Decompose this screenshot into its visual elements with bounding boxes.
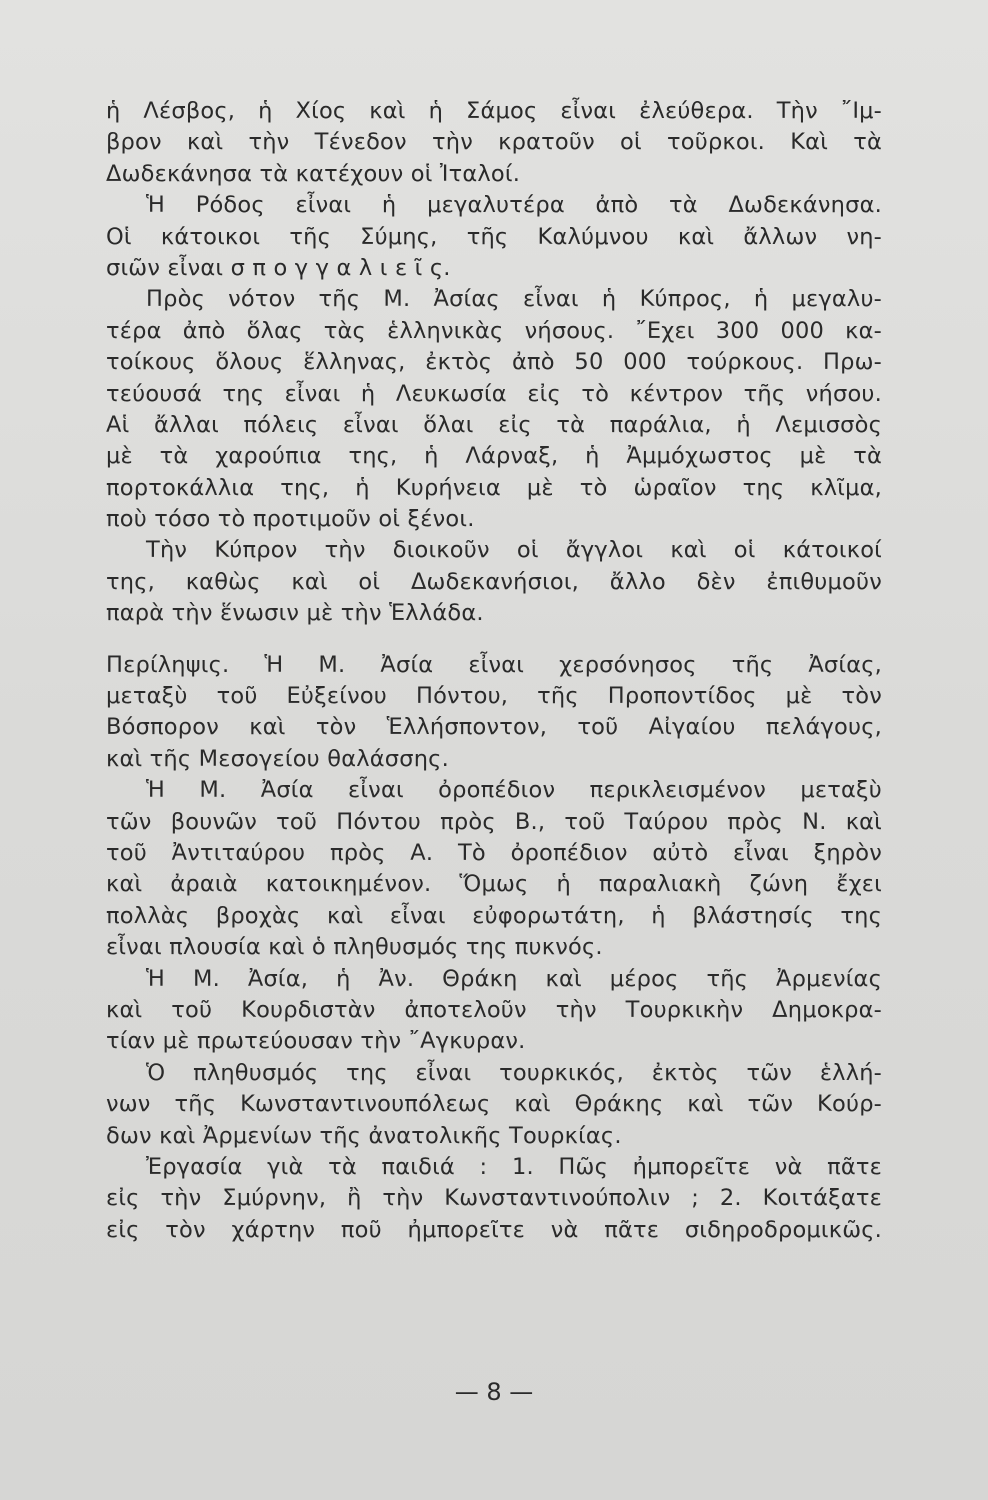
text-line: μεταξὺ τοῦ Εὐξείνου Πόντου, τῆς Προποντίδος μὲ τὸν (106, 683, 882, 710)
text-line: τῶν βουνῶν τοῦ Πόντου πρὸς Β., τοῦ Ταύρου πρὸς Ν. καὶ (106, 808, 882, 835)
body-text (106, 96, 882, 1246)
text-line: της, καθὼς καὶ οἱ Δωδεκανήσιοι, ἄλλο δὲν ἐπιθυμοῦν (106, 568, 882, 595)
text-line: καὶ τοῦ Κουρδιστὰν ἀποτελοῦν τὴν Τουρκικὴν Δημοκρα- (106, 996, 882, 1023)
exercise-line: Ἐργασία γιὰ τὰ παιδιά : 1. Πῶς ἠμπορεῖτε νὰ πᾶτε (146, 1153, 882, 1180)
paragraph-gap (106, 630, 882, 650)
text-line: τεύουσά της εἶναι ἡ Λευκωσία εἰς τὸ κέντρον τῆς νήσου. (106, 380, 882, 407)
text-line: ἡ Λέσβος, ἡ Χίος καὶ ἡ Σάμος εἶναι ἐλεύθερα. Τὴν ῎Ιμ- (106, 98, 882, 124)
text-line: πολλὰς βροχὰς καὶ εἶναι εὐφορωτάτη, ἡ βλάστησίς της (106, 902, 882, 929)
text-line: Πρὸς νότον τῆς Μ. Ἀσίας εἶναι ἡ Κύπρος, ἡ μεγαλυ- (146, 286, 882, 313)
text-line: Αἱ ἄλλαι πόλεις εἶναι ὅλαι εἰς τὰ παράλια, ἡ Λεμισσὸς (106, 411, 882, 438)
text-line: Ὁ πληθυσμός της εἶναι τουρκικός, ἐκτὸς τῶν ἑλλή- (146, 1059, 882, 1086)
text-line: Οἱ κάτοικοι τῆς Σύμης, τῆς Καλύμνου καὶ ἄλλων νη- (106, 223, 882, 250)
text-line: δων καὶ Ἀρμενίων τῆς ἀνατολικῆς Τουρκίας. (106, 1122, 622, 1149)
text-line: Δωδεκάνησα τὰ κατέχουν οἱ Ἰταλοί. (106, 160, 521, 187)
text-line: τίαν μὲ πρωτεύουσαν τὴν ῎Αγκυραν. (106, 1028, 526, 1055)
text-line: τοῦ Ἀντιταύρου πρὸς Α. Τὸ ὀροπέδιον αὐτὸ εἶναι ξηρὸν (106, 839, 882, 866)
text-line: πορτοκάλλια της, ἡ Κυρήνεια μὲ τὸ ὡραῖον της κλῖμα, (106, 474, 882, 501)
page-number: — 8 — (454, 1378, 534, 1406)
text-line: παρὰ τὴν ἕνωσιν μὲ τὴν Ἑλλάδα. (106, 600, 484, 627)
text-line: βρον καὶ τὴν Τένεδον τὴν κρατοῦν οἱ τοῦρκοι. Καὶ τὰ (106, 129, 882, 156)
text-line: Βόσπορον καὶ τὸν Ἑλλήσποντον, τοῦ Αἰγαίου πελάγους, (106, 714, 882, 741)
text-line: νων τῆς Κωνσταντινουπόλεως καὶ Θράκης καὶ τῶν Κούρ- (106, 1091, 882, 1118)
text-line: Ἡ Μ. Ἀσία εἶναι ὀροπέδιον περικλεισμένον μεταξὺ (146, 777, 882, 804)
text-line: εἰς τὴν Σμύρνην, ἢ τὴν Κωνσταντινούπολιν ; 2. Κοιτάξατε (106, 1185, 882, 1212)
text-line: τοίκους ὅλους ἕλληνας, ἐκτὸς ἀπὸ 50 000 τούρκους. Πρω- (106, 349, 882, 376)
text-line: Ἡ Μ. Ἀσία, ἡ Ἀν. Θράκη καὶ μέρος τῆς Ἀρμενίας (146, 965, 882, 992)
text-line: καὶ ἀραιὰ κατοικημένον. Ὅμως ἡ παραλιακὴ ζώνη ἔχει (106, 871, 882, 898)
text-line: καὶ τῆς Μεσογείου θαλάσσης. (106, 745, 449, 772)
summary-line: Περίληψις. Ἡ Μ. Ἀσία εἶναι χερσόνησος τῆς Ἀσίας, (106, 651, 882, 678)
text-line: εἰς τὸν χάρτην ποῦ ἠμπορεῖτε νὰ πᾶτε σιδηροδρομικῶς. (106, 1216, 882, 1243)
text-line: εἶναι πλουσία καὶ ὁ πληθυσμός της πυκνός. (106, 934, 603, 961)
text-line: ποὺ τόσο τὸ προτιμοῦν οἱ ξένοι. (106, 506, 475, 533)
text-line: Τὴν Κύπρον τὴν διοικοῦν οἱ ἄγγλοι καὶ οἱ κάτοικοί (146, 537, 882, 564)
text-line: σιῶν εἶναι σ π ο γ γ α λ ι ε ῖ ς. (106, 254, 451, 281)
text-line: τέρα ἀπὸ ὅλας τὰς ἑλληνικὰς νήσους. ῎Εχει 300 000 κα- (106, 317, 882, 344)
text-line: μὲ τὰ χαρούπια της, ἡ Λάρναξ, ἡ Ἀμμόχωστος μὲ τὰ (106, 443, 882, 470)
text-line: Ἡ Ρόδος εἶναι ἡ μεγαλυτέρα ἀπὸ τὰ Δωδεκάνησα. (146, 192, 882, 219)
